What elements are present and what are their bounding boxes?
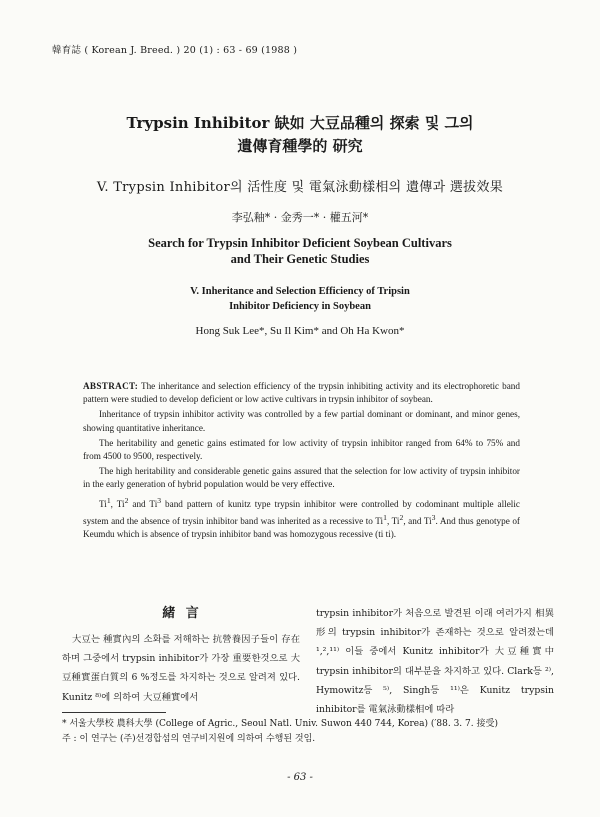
english-authors: Hong Suk Lee*, Su Il Kim* and Oh Ha Kwon*: [195, 325, 405, 337]
abstract-text: . And thus genotype of Keumdu which is absence of trypsin inhibitor band was homozygous recessive (ti ti).: [83, 515, 520, 540]
footnote-affiliation: * 서울大學校 農科大學 (College of Agric., Seoul Natl. Univ. Suwon 440 744, Korea) (′88. 3. 7. 接受): [62, 719, 498, 729]
korean-title-line2: 遺傳育種學的 研究: [237, 137, 363, 155]
abstract-text: and Ti: [128, 498, 158, 509]
english-subtitle-line2: Inhibitor Deficiency in Soybean: [229, 301, 371, 312]
korean-title-line1: Trypsin Inhibitor 缺如 大豆品種의 探索 및 그의: [126, 114, 474, 132]
abstract-text: , Ti: [386, 515, 400, 526]
abstract: [83, 380, 520, 543]
abstract-paragraph: The high heritability and considerable genetic gains assured that the selection for low activity of trypsin inhibitor in the early generation of hybrid population would be very effective.: [83, 466, 520, 490]
body-right-column: trypsin inhibitor가 처음으로 발견된 이래 여러가지 相異形의 trypsin inhibitor가 존재하는 것으로 알려졌는데 ¹,²,¹¹⁾ 이들 중에서 Kunitz inhibitor가 大豆種實中 trypsin inhibitor의 대부분을 차지하고 있다. Clark등 ²⁾, Hymowitz등 ⁵⁾, Singh등 ¹¹⁾은 Kunitz trypsin inhibitor를 電氣泳動樣相에 따라: [316, 608, 554, 716]
abstract-text: , Ti: [110, 498, 125, 509]
english-subtitle-line1: V. Inheritance and Selection Efficiency of Tripsin: [190, 286, 410, 297]
superscript: 3: [157, 495, 162, 505]
abstract-label: ABSTRACT:: [83, 381, 139, 391]
footnote-funding: 주 : 이 연구는 (주)선경합섬의 연구비지원에 의하여 수행된 것임.: [62, 734, 316, 744]
abstract-paragraph: [83, 494, 520, 542]
superscript: 3: [431, 512, 436, 522]
footnote-divider: [62, 712, 166, 713]
abstract-text: The inheritance and selection efficiency of the trypsin inhibiting activity and its electrophoretic band pattern were studied to develop deficient or low active cultivars in trypsin inhibitor of soybean.: [83, 381, 520, 405]
page-number: - 63 -: [287, 772, 313, 783]
superscript: 2: [399, 512, 404, 522]
superscript: 2: [124, 495, 129, 505]
abstract-paragraph: [83, 380, 520, 406]
abstract-paragraph: The heritability and genetic gains estimated for low activity of trypsin inhibitor ranged from 64% to 75% and from 4500 to 9500, respectively.: [83, 437, 520, 462]
section-heading-introduction: 緒 言: [162, 606, 202, 621]
english-title-line2: and Their Genetic Studies: [230, 252, 370, 266]
abstract-text: , and Ti: [403, 515, 432, 526]
superscript: 1: [106, 495, 111, 505]
body-left-column: 大豆는 種實內의 소화를 저해하는 抗營養因子들이 存在하며 그중에서 trypsin inhibitor가 가장 重要한것으로 大豆種實蛋白質의 6 %정도를 차지하는 것으로 알려져 있다. Kunitz ⁸⁾에 의하여 大豆種實에서: [62, 634, 300, 703]
superscript: 1: [383, 512, 387, 522]
korean-subtitle: V. Trypsin Inhibitor의 活性度 및 電氣泳動樣相의 遺傳과 選拔效果: [96, 180, 504, 195]
korean-authors: 李弘釉* · 金秀一* · 權五河*: [231, 211, 369, 224]
abstract-text: band pattern of kunitz type trypsin inhibitor were controlled by codominant multiple allelic system and the absence of trysin inhibitor band was inherited as a recessive to Ti: [83, 498, 520, 526]
english-title-line1: Search for Trypsin Inhibitor Deficient Soybean Cultivars: [148, 236, 452, 250]
abstract-paragraph: Inheritance of trypsin inhibitor activity was controlled by a few partial dominant or dominant, and minor genes, showing quantitative inheritance.: [83, 409, 520, 433]
abstract-text: Ti: [99, 498, 107, 509]
journal-citation: 韓育誌 ( Korean J. Breed. ) 20 (1) : 63 - 69 (1988 ): [52, 45, 298, 56]
